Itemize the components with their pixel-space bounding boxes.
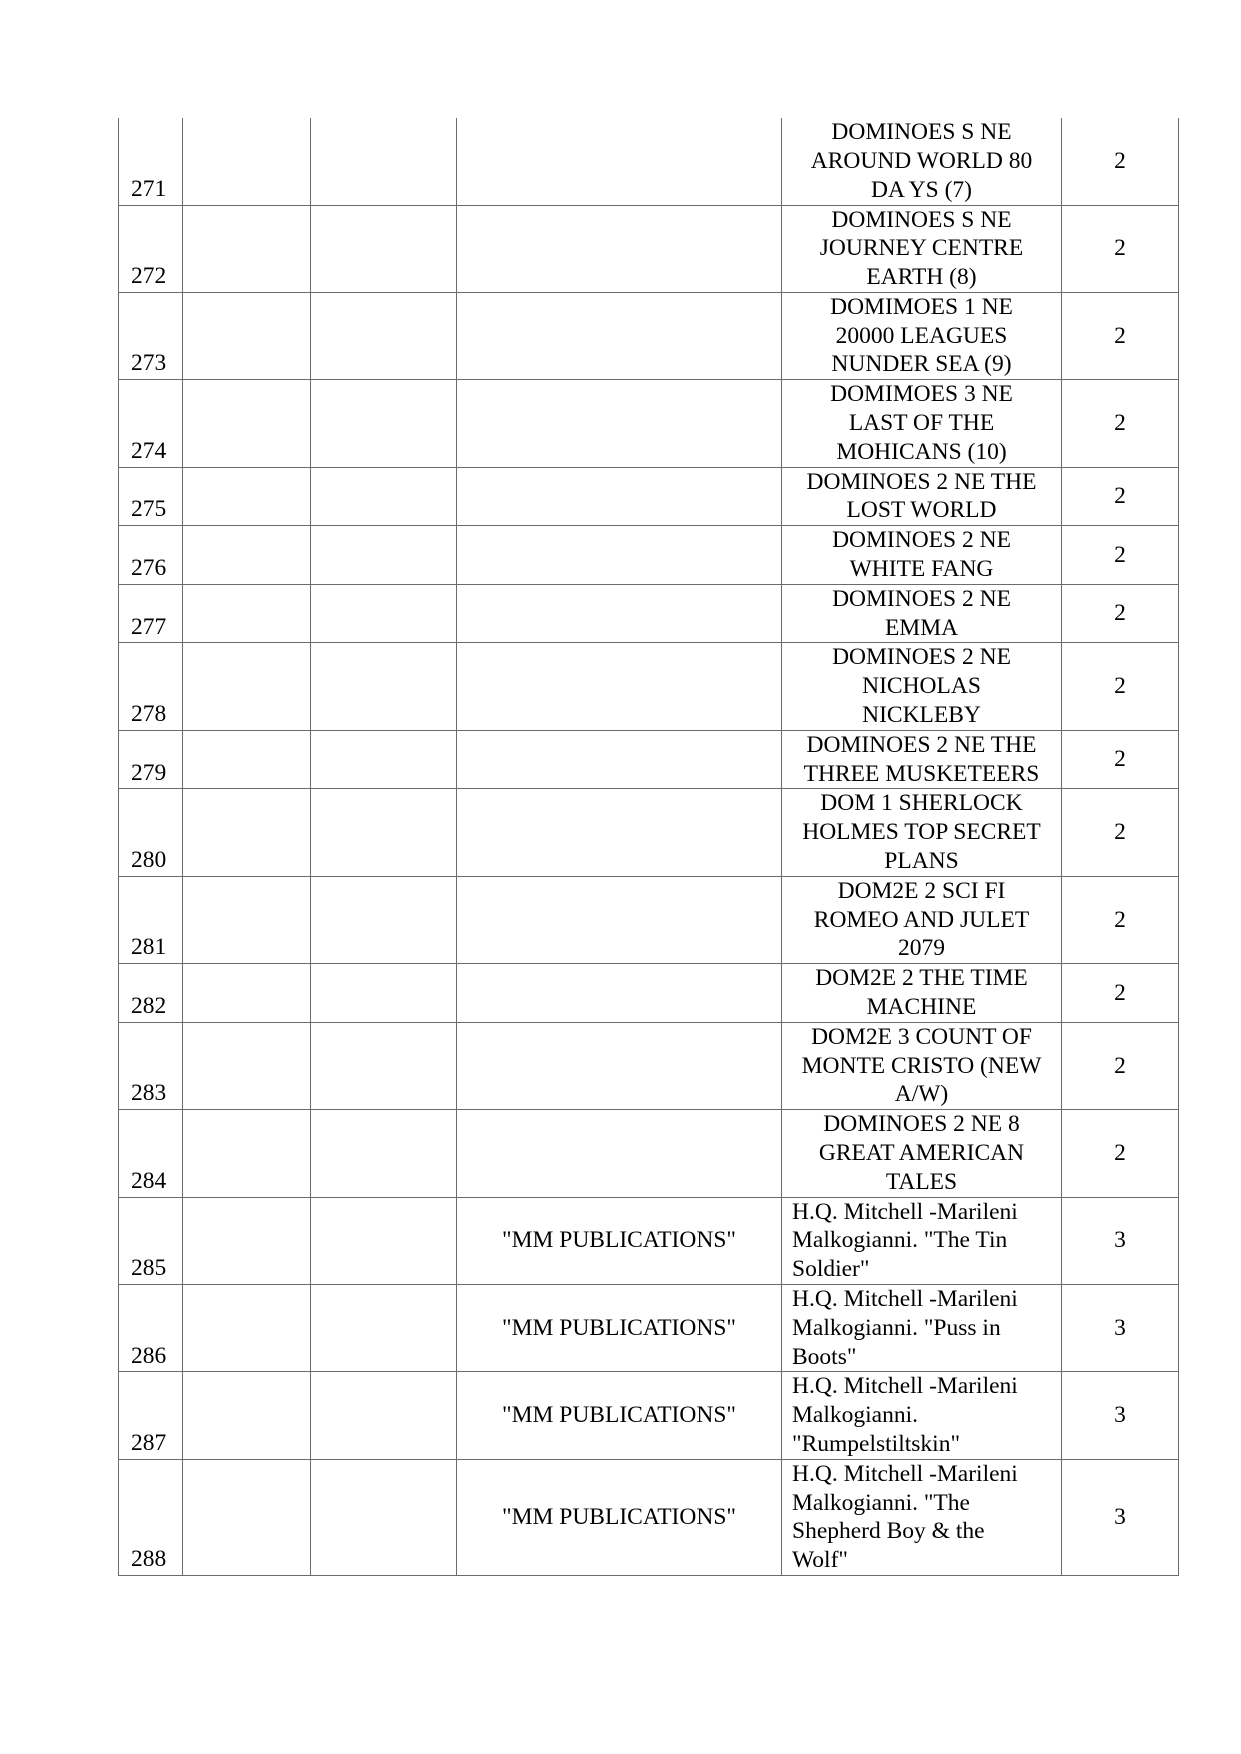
empty-cell [311, 292, 457, 379]
empty-cell [311, 380, 457, 467]
empty-cell [183, 1022, 311, 1109]
quantity-cell: 3 [1062, 1284, 1179, 1371]
publisher-cell: "MM PUBLICATIONS" [457, 1459, 782, 1575]
title-cell: DOMINOES 2 NE WHITE FANG [782, 526, 1062, 585]
quantity-cell: 2 [1062, 789, 1179, 876]
row-number-cell: 279 [119, 730, 183, 789]
title-cell: H.Q. Mitchell -Marileni Malkogianni. "The Tin Soldier" [782, 1197, 1062, 1284]
empty-cell [311, 730, 457, 789]
table-row [119, 118, 1179, 205]
publisher-cell [457, 1110, 782, 1197]
empty-cell [311, 1197, 457, 1284]
table-row [119, 292, 1179, 379]
title-cell: DOMIMOES 1 NE 20000 LEAGUES NUNDER SEA (9) [782, 292, 1062, 379]
title-cell: DOMINOES 2 NE THE THREE MUSKETEERS [782, 730, 1062, 789]
title-cell: DOMINOES 2 NE 8 GREAT AMERICAN TALES [782, 1110, 1062, 1197]
row-number-cell: 274 [119, 380, 183, 467]
title-cell: DOMIMOES 3 NE LAST OF THE MOHICANS (10) [782, 380, 1062, 467]
title-cell: DOM 1 SHERLOCK HOLMES TOP SECRET PLANS [782, 789, 1062, 876]
title-cell: H.Q. Mitchell -Marileni Malkogianni. "The Shepherd Boy & the Wolf" [782, 1459, 1062, 1575]
title-cell: DOM2E 2 SCI FI ROMEO AND JULET 2079 [782, 876, 1062, 963]
empty-cell [183, 964, 311, 1023]
publisher-cell [457, 526, 782, 585]
title-cell: H.Q. Mitchell -Marileni Malkogianni. "Rumpelstiltskin" [782, 1372, 1062, 1459]
empty-cell [311, 526, 457, 585]
publisher-cell [457, 789, 782, 876]
empty-cell [183, 876, 311, 963]
publisher-cell [457, 205, 782, 292]
empty-cell [183, 789, 311, 876]
empty-cell [311, 789, 457, 876]
empty-cell [183, 467, 311, 526]
empty-cell [183, 292, 311, 379]
title-cell: DOMINOES 2 NE EMMA [782, 584, 1062, 643]
row-number-cell: 273 [119, 292, 183, 379]
empty-cell [311, 1372, 457, 1459]
publisher-cell [457, 643, 782, 730]
row-number-cell: 283 [119, 1022, 183, 1109]
quantity-cell: 2 [1062, 118, 1179, 205]
table-row [119, 1110, 1179, 1197]
row-number-cell: 285 [119, 1197, 183, 1284]
empty-cell [311, 1110, 457, 1197]
empty-cell [311, 643, 457, 730]
quantity-cell: 3 [1062, 1372, 1179, 1459]
table-row [119, 1197, 1179, 1284]
quantity-cell: 2 [1062, 730, 1179, 789]
table-row [119, 467, 1179, 526]
row-number-cell: 284 [119, 1110, 183, 1197]
empty-cell [311, 964, 457, 1023]
empty-cell [183, 730, 311, 789]
empty-cell [183, 643, 311, 730]
quantity-cell: 2 [1062, 205, 1179, 292]
quantity-cell: 2 [1062, 526, 1179, 585]
empty-cell [311, 584, 457, 643]
row-number-cell: 277 [119, 584, 183, 643]
title-cell: DOMINOES 2 NE THE LOST WORLD [782, 467, 1062, 526]
empty-cell [183, 1459, 311, 1575]
row-number-cell: 281 [119, 876, 183, 963]
empty-cell [311, 1284, 457, 1371]
quantity-cell: 2 [1062, 292, 1179, 379]
publisher-cell [457, 380, 782, 467]
publisher-cell [457, 118, 782, 205]
table-row [119, 584, 1179, 643]
title-cell: DOM2E 3 COUNT OF MONTE CRISTO (NEW A/W) [782, 1022, 1062, 1109]
row-number-cell: 276 [119, 526, 183, 585]
empty-cell [183, 1284, 311, 1371]
publisher-cell [457, 964, 782, 1023]
empty-cell [183, 118, 311, 205]
row-number-cell: 288 [119, 1459, 183, 1575]
publisher-cell [457, 584, 782, 643]
empty-cell [183, 1110, 311, 1197]
row-number-cell: 278 [119, 643, 183, 730]
quantity-cell: 2 [1062, 380, 1179, 467]
table-row [119, 1284, 1179, 1371]
empty-cell [183, 1197, 311, 1284]
quantity-cell: 2 [1062, 1110, 1179, 1197]
row-number-cell: 275 [119, 467, 183, 526]
title-cell: DOMINOES S NE JOURNEY CENTRE EARTH (8) [782, 205, 1062, 292]
title-cell: DOMINOES 2 NE NICHOLAS NICKLEBY [782, 643, 1062, 730]
quantity-cell: 3 [1062, 1459, 1179, 1575]
publisher-cell [457, 730, 782, 789]
empty-cell [311, 118, 457, 205]
publisher-cell [457, 467, 782, 526]
empty-cell [183, 1372, 311, 1459]
table-row [119, 1459, 1179, 1575]
quantity-cell: 2 [1062, 1022, 1179, 1109]
empty-cell [183, 380, 311, 467]
table-row [119, 1022, 1179, 1109]
inventory-table [118, 118, 1179, 1576]
table-row [119, 643, 1179, 730]
table-row [119, 730, 1179, 789]
empty-cell [311, 467, 457, 526]
row-number-cell: 280 [119, 789, 183, 876]
quantity-cell: 2 [1062, 876, 1179, 963]
publisher-cell: "MM PUBLICATIONS" [457, 1197, 782, 1284]
publisher-cell [457, 1022, 782, 1109]
row-number-cell: 271 [119, 118, 183, 205]
empty-cell [183, 584, 311, 643]
publisher-cell [457, 292, 782, 379]
empty-cell [183, 205, 311, 292]
row-number-cell: 286 [119, 1284, 183, 1371]
quantity-cell: 2 [1062, 584, 1179, 643]
table-row [119, 526, 1179, 585]
quantity-cell: 2 [1062, 467, 1179, 526]
empty-cell [311, 876, 457, 963]
title-cell: DOMINOES S NE AROUND WORLD 80 DA YS (7) [782, 118, 1062, 205]
table-row [119, 380, 1179, 467]
table-row [119, 876, 1179, 963]
empty-cell [311, 1022, 457, 1109]
empty-cell [311, 1459, 457, 1575]
row-number-cell: 287 [119, 1372, 183, 1459]
publisher-cell: "MM PUBLICATIONS" [457, 1284, 782, 1371]
empty-cell [311, 205, 457, 292]
table-row [119, 1372, 1179, 1459]
row-number-cell: 282 [119, 964, 183, 1023]
empty-cell [183, 526, 311, 585]
row-number-cell: 272 [119, 205, 183, 292]
table-row [119, 964, 1179, 1023]
table-row [119, 789, 1179, 876]
quantity-cell: 3 [1062, 1197, 1179, 1284]
table-row [119, 205, 1179, 292]
quantity-cell: 2 [1062, 964, 1179, 1023]
title-cell: H.Q. Mitchell -Marileni Malkogianni. "Puss in Boots" [782, 1284, 1062, 1371]
quantity-cell: 2 [1062, 643, 1179, 730]
title-cell: DOM2E 2 THE TIME MACHINE [782, 964, 1062, 1023]
inventory-table-body [119, 118, 1179, 1575]
publisher-cell [457, 876, 782, 963]
publisher-cell: "MM PUBLICATIONS" [457, 1372, 782, 1459]
